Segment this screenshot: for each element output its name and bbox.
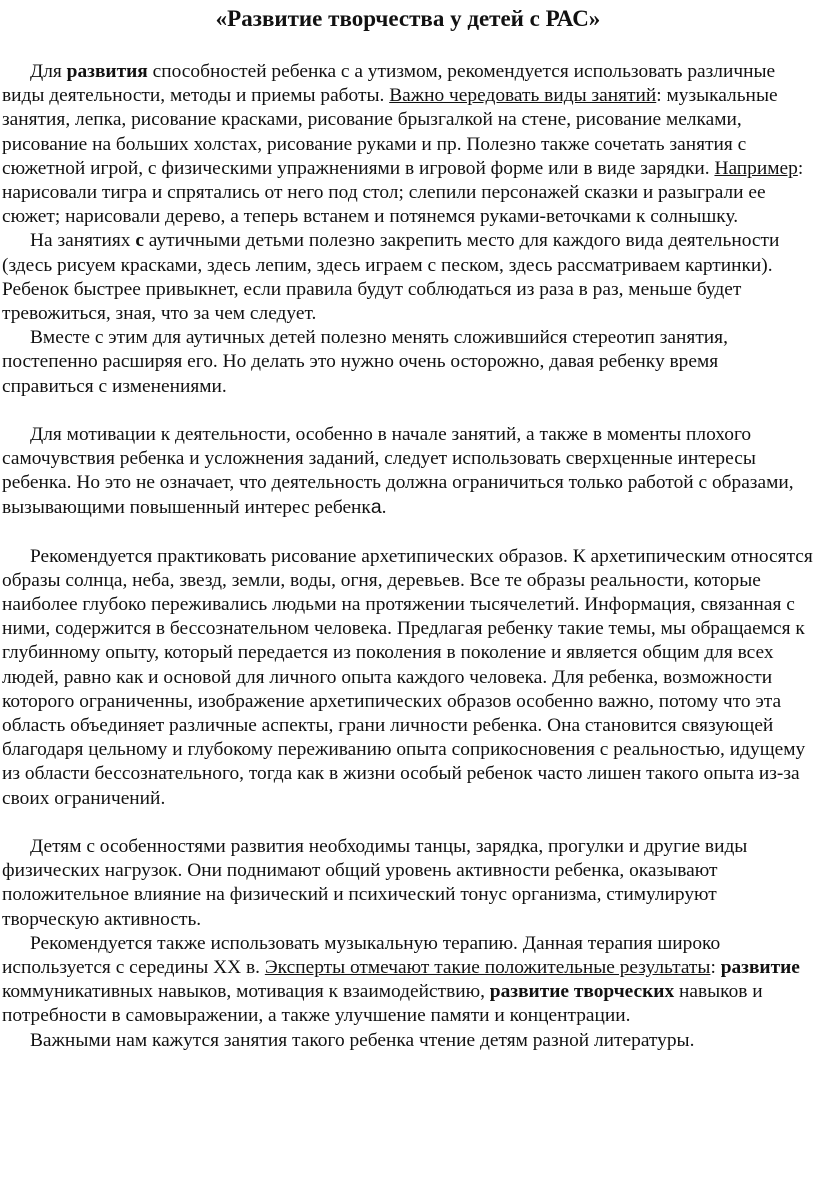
paragraph-6: Детям с особенностями развития необходимы танцы, зарядка, прогулки и другие виды физических нагрузок. Они поднимают общий уровень активности ребенка, оказывают положительное влияние на физический и психический тонус организма, стимулируют творческую активность. — [2, 835, 748, 930]
paragraph-3: Вместе с этим для аутичных детей полезно менять сложившийся стереотип занятия, постепенно расширяя его. Но делать это нужно очень осторожно, давая ребенку время справиться с изменениями. — [2, 327, 728, 397]
bold-term: развитие — [720, 956, 800, 978]
paragraph-8: Важными нам кажутся занятия такого ребенка чтение детям разной литературы. — [30, 1029, 695, 1051]
document-title: «Развитие творчества у детей с РАС» — [215, 6, 601, 31]
underlined-phrase: Важно чередовать виды занятий — [389, 85, 657, 107]
bold-term: развитие творческих — [489, 981, 675, 1003]
underlined-phrase: Например — [714, 157, 798, 179]
paragraph-2: На занятиях с аутичными детьми полезно закрепить место для каждого вида деятельности (здесь рисуем красками, здесь лепим, здесь играем с песком, здесь рассматриваем картинки). Ребенок быстрее привыкнет, если правила будут соблюдаться из раза в раз, меньше будет тревожиться, зная, что за чем следует. — [2, 230, 780, 325]
underlined-phrase: Эксперты отмечают такие положительные результаты — [264, 956, 711, 978]
bold-term: с — [135, 230, 144, 252]
bold-term: развития — [66, 61, 148, 82]
paragraph-7: Рекомендуется также использовать музыкальную терапию. Данная терапия широко используется с середины XX в. Эксперты отмечают такие положительные результаты: развитие коммуникативных навыков, мотивация к взаимодействию, развитие творческих навыков и потребности в самовыражении, а также улучшение памяти и концентрации. — [2, 932, 800, 1027]
paragraph-5: Рекомендуется практиковать рисование архетипических образов. К архетипическим относятся образы солнца, неба, звезд, земли, воды, огня, деревьев. Все те образы реальности, которые наиболее глубоко переживались людьми на протяжении тысячелетий. Информация, связанная с ними, содержится в бессознательном человека. Предлагая ребенку такие темы, мы обращаемся к глубинному опыту, который передается из поколения в поколение и является общим для всех людей, равно как и основой для личного опыта каждого человека. Для ребенка, возможности которого ограниченны, изображение архетипических образов особенно важно, потому что эта область объединяет различные аспекты, грани личности ребенка. Она становится связующей благодаря цельному и глубокому переживанию опыта соприкосновения с реальностью, идущему из области бессознательного, тогда как в жизни особый ребенок часто лишен такого опыта из-за своих ограничений. — [2, 545, 813, 809]
paragraph-4: Для мотивации к деятельности, особенно в начале занятий, а также в моменты плохого самочувствия ребенка и усложнения заданий, следует использовать сверхценные интересы ребенка. Но это не означает, что деятельность должна ограничиться только работой с образами, вызывающими повышенный интерес ребенка. — [2, 423, 794, 519]
paragraph-1: Для развития способностей ребенка с а утизмом, рекомендуется использовать различные виды деятельности, методы и приемы работы. Важно чередовать виды занятий: музыкальные занятия, лепка, рисование красками, рисование брызгалкой на стене, рисование мелками, рисование на больших холстах, рисование руками и пр. Полезно также сочетать занятия с сюжетной игрой, с физическими упражнениями в игровой форме или в виде зарядки. Например: нарисовали тигра и спрятались от него под стол; слепили персонажей сказки и разыграли ее сюжет; нарисовали дерево, а теперь встанем и потянемся руками-веточками к солнышку. — [2, 61, 804, 228]
